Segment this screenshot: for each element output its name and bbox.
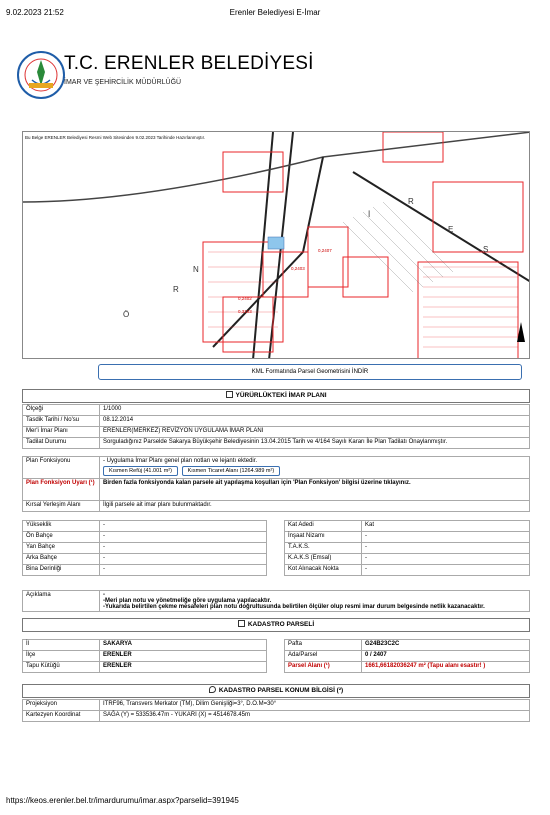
table-row [285, 554, 530, 565]
location-section-title: KADASTRO PARSEL KONUM BİLGİSİ (²) [218, 687, 344, 694]
row-label: Tasdik Tarihi / No'su [23, 416, 100, 427]
row-value: ERENLER [100, 651, 267, 662]
row-value: - [362, 554, 530, 565]
table-row [23, 427, 530, 438]
cadastre-section-header [22, 618, 530, 632]
function-note: - Uygulama İmar Planı genel plan notları ve lejantı ektedir. [103, 458, 258, 464]
table-row [23, 479, 530, 501]
row-label: Yan Bahçe [23, 543, 100, 554]
map-label-i: İ [368, 210, 371, 219]
print-datetime: 9.02.2023 21:52 [6, 8, 64, 17]
row-label: Tapu Kütüğü [23, 662, 100, 673]
parcel-map[interactable] [22, 131, 530, 359]
notes-table [22, 590, 530, 612]
table-row [23, 700, 530, 711]
location-pin-icon [209, 686, 216, 693]
row-label: Projeksiyon [23, 700, 100, 711]
notes-label: Açıklama [23, 591, 100, 612]
row-label: Yükseklik [23, 521, 100, 532]
row-label: Ön Bahçe [23, 532, 100, 543]
table-row [23, 662, 267, 673]
notes-line: - [103, 592, 105, 598]
table-row [285, 532, 530, 543]
table-row [285, 640, 530, 651]
row-value: Sorguladığınız Parselde Sakarya Büyükşehir Belediyesinin 13.04.2015 Tarih ve 4/164 Sayılı Kararı İle Plan Tadilatı Onaylanmıştır. [100, 438, 530, 449]
row-value: ERENLER(MERKEZ) REVİZYON UYGULAMA İMAR PLANI [100, 427, 530, 438]
row-label: Arka Bahçe [23, 554, 100, 565]
building-conditions [22, 519, 530, 589]
parcel-label: 0,2407 [318, 248, 332, 253]
table-row [23, 416, 530, 427]
location-section-header [22, 684, 530, 698]
row-value: - [362, 543, 530, 554]
row-value: - [100, 554, 267, 565]
row-label: İl [23, 640, 100, 651]
table-row [23, 457, 530, 479]
row-label: Kot Alınacak Nokta [285, 565, 362, 576]
row-value: - [100, 543, 267, 554]
table-row [23, 405, 530, 416]
table-row [23, 640, 267, 651]
cadastre-left-table [22, 639, 267, 673]
row-value: - [100, 532, 267, 543]
kml-download-button[interactable]: KML Formatında Parsel Geometrisini İNDİR [98, 364, 522, 380]
row-value: 1/1000 [100, 405, 530, 416]
parcel-area-value: 1661,66182036247 m² (Tapu alanı esastır! ) [362, 662, 530, 673]
row-label: Mer'i İmar Planı [23, 427, 100, 438]
plan-section-title: YÜRÜRLÜKTEKİ İMAR PLANI [235, 392, 327, 399]
table-row [285, 565, 530, 576]
notes-line: -Meri plan notu ve yönetmeliğe göre uygulama yapılacaktır. [103, 598, 272, 604]
location-table [22, 699, 530, 722]
row-label: Ölçeği [23, 405, 100, 416]
cadastre-right-table [284, 639, 530, 673]
notes-line: -Yukarıda belirtilen çekme mesafeleri plan notu doğrultusunda belirtilen ölçüler olup resmi imar durum belgesinde netlik kazanacaktır. [103, 604, 485, 610]
notes-value [100, 591, 530, 612]
table-row [285, 662, 530, 673]
department-subtitle: İMAR VE ŞEHİRCİLİK MÜDÜRLÜĞÜ [64, 79, 182, 86]
row-label: Tadilat Durumu [23, 438, 100, 449]
kml-row [22, 361, 530, 383]
cadastre-details [22, 638, 530, 678]
table-row [23, 554, 267, 565]
table-row [23, 651, 267, 662]
row-value: SAKARYA [100, 640, 267, 651]
row-label: İnşaat Nizamı [285, 532, 362, 543]
table-row [285, 521, 530, 532]
print-page-title: Erenler Belediyesi E-İmar [229, 8, 321, 17]
print-header [6, 8, 544, 20]
table-row [285, 651, 530, 662]
row-label: T.A.K.S. [285, 543, 362, 554]
row-value: 08.12.2014 [100, 416, 530, 427]
table-row [23, 532, 267, 543]
row-label: Pafta [285, 640, 362, 651]
building-left-table [22, 520, 267, 576]
table-row [23, 543, 267, 554]
plan-section-header [22, 389, 530, 403]
municipality-brand [16, 50, 516, 110]
function-chip-ticaret[interactable]: Kısmen Ticaret Alanı (1264.989 m²) [182, 466, 281, 476]
row-value: ERENLER [100, 662, 267, 673]
plan-table [22, 404, 530, 449]
table-row [23, 501, 530, 512]
row-value: SAĞA (Y) = 533536.47m - YUKARI (X) = 4514678.45m [100, 711, 530, 722]
table-row [23, 521, 267, 532]
function-chip-refuj[interactable]: Kısmen Refüj (41.001 m²) [103, 466, 178, 476]
cadastre-section-title: KADASTRO PARSELİ [247, 621, 315, 628]
footer-url: https://keos.erenler.bel.tr/imardurumu/imar.aspx?parselid=391945 [6, 796, 239, 805]
map-label-n: N [193, 265, 199, 274]
municipality-seal-icon [16, 50, 66, 100]
table-row [23, 591, 530, 612]
settlement-value: İlgili parsele ait imar planı bulunmaktadır. [100, 501, 530, 512]
row-label: Kat Adedi [285, 521, 362, 532]
row-value: ITRF96, Transvers Merkator (TM), Dilim Genişliği=3°, D.O.M=30° [100, 700, 530, 711]
function-warning-label: Plan Fonksiyon Uyarı (¹) [23, 479, 100, 501]
parcel-label: 0,3103 [238, 309, 252, 314]
row-value: Kat [362, 521, 530, 532]
parcel-label: 0,2402 [238, 296, 252, 301]
map-label-r2: R [408, 197, 414, 206]
municipality-title: T.C. ERENLER BELEDİYESİ [64, 53, 314, 74]
parcel-label: 0,2403 [291, 266, 305, 271]
parcel-map-drawing [23, 132, 530, 359]
map-note: Bu Belge ERENLER Belediyesi Resmi Web Sitesinden 9.02.2023 Tarihinde Hazırlanmıştır. [25, 135, 206, 140]
function-warning-value: Birden fazla fonksiyonda kalan parsele ait yapılaşma koşulları için 'Plan Fonksiyon' bilgisi üzerine tıklayınız. [100, 479, 530, 501]
map-label-e: E [448, 225, 454, 234]
row-value: - [362, 565, 530, 576]
row-value: G24B23C2C [362, 640, 530, 651]
row-label: Kartezyen Koordinat [23, 711, 100, 722]
building-right-table [284, 520, 530, 576]
row-value: - [100, 521, 267, 532]
map-label-r1: R [173, 285, 179, 294]
table-row [23, 711, 530, 722]
row-value: - [362, 532, 530, 543]
row-value: 0 / 2407 [362, 651, 530, 662]
function-value [100, 457, 530, 479]
row-label: K.A.K.S (Emsal) [285, 554, 362, 565]
table-row [23, 565, 267, 576]
row-label: İlçe [23, 651, 100, 662]
row-label: Bina Derinliği [23, 565, 100, 576]
row-value: - [100, 565, 267, 576]
row-label: Ada/Parsel [285, 651, 362, 662]
map-label-s: S [483, 245, 489, 254]
table-row [285, 543, 530, 554]
grid-icon [238, 620, 245, 627]
settlement-label: Kırsal Yerleşim Alanı [23, 501, 100, 512]
map-label-o: Ö [123, 310, 130, 319]
parcel-area-label: Parsel Alanı (¹) [285, 662, 362, 673]
function-label: Plan Fonksiyonu [23, 457, 100, 479]
table-row [23, 438, 530, 449]
zoning-sheet [22, 131, 530, 722]
calendar-icon [226, 391, 233, 398]
function-table [22, 456, 530, 512]
